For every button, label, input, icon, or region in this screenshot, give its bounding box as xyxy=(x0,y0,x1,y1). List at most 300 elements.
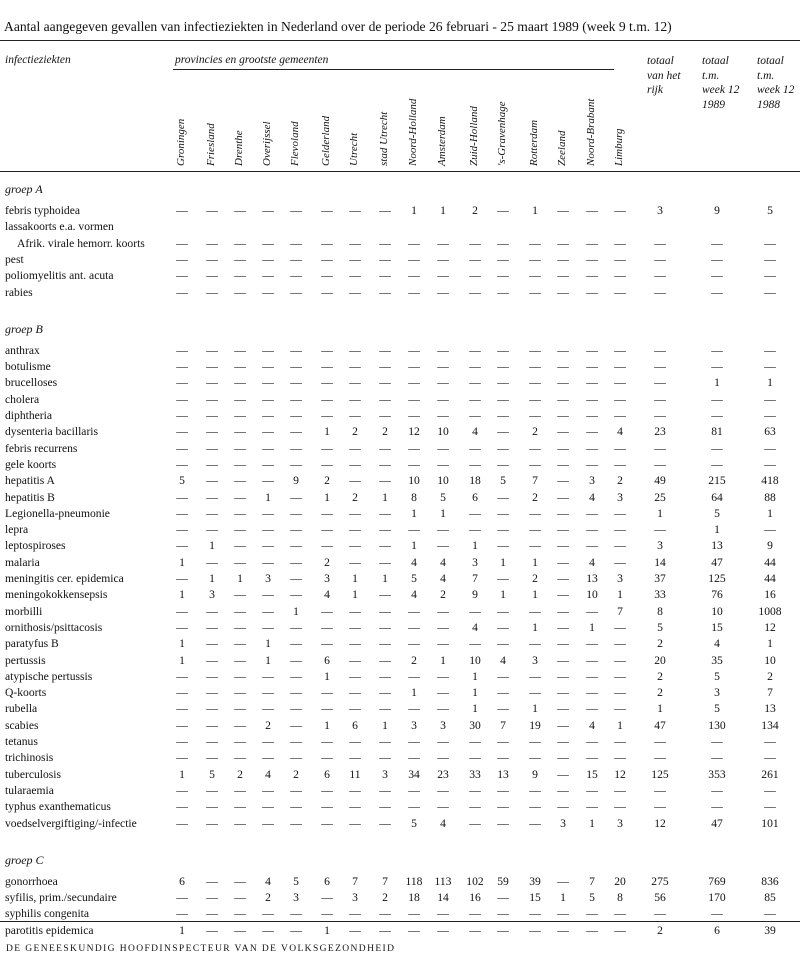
table-cell: — xyxy=(614,702,626,716)
table-cell: — xyxy=(529,457,541,471)
table-cell: — xyxy=(497,539,509,553)
table-cell: — xyxy=(764,783,776,797)
table-cell: 1 xyxy=(324,425,330,439)
total-header-line: t.m. xyxy=(702,69,720,82)
table-cell: — xyxy=(349,285,361,299)
table-cell: 1 xyxy=(382,718,388,732)
table-cell: 5 xyxy=(440,490,446,504)
row-label: febris recurrens xyxy=(5,441,78,455)
table-cell: 1 xyxy=(411,539,417,553)
table-cell: 2 xyxy=(265,891,271,905)
table-cell: — xyxy=(234,409,246,422)
table-cell: — xyxy=(586,343,598,357)
table-cell: — xyxy=(437,637,449,651)
table-cell: 2 xyxy=(411,653,417,667)
table-cell: 76 xyxy=(711,588,723,602)
table-cell: — xyxy=(586,204,598,217)
table-cell: — xyxy=(290,376,302,390)
table-cell: — xyxy=(290,735,302,748)
table-cell: — xyxy=(262,620,274,634)
table-cell: — xyxy=(529,252,541,266)
table-cell: 769 xyxy=(708,874,726,888)
table-cell: — xyxy=(206,269,218,283)
table-cell: 1 xyxy=(265,653,271,667)
table-cell: — xyxy=(586,441,598,455)
total-header-1988 xyxy=(757,54,794,112)
table-cell: — xyxy=(654,907,666,921)
table-cell: — xyxy=(349,457,361,471)
table-cell: — xyxy=(379,907,391,921)
table-cell: — xyxy=(437,702,449,716)
table-cell: — xyxy=(557,506,569,520)
table-cell: — xyxy=(234,816,246,830)
table-cell: 1 xyxy=(500,555,506,569)
table-cell: — xyxy=(497,735,509,748)
table-cell: — xyxy=(557,735,569,748)
table-cell: 33 xyxy=(654,588,666,602)
table-cell: — xyxy=(234,686,246,700)
table-cell: 18 xyxy=(469,474,481,488)
table-cell: — xyxy=(586,907,598,921)
table-cell: 3 xyxy=(411,718,417,732)
table-cell: 18 xyxy=(408,891,420,905)
table-cell: 2 xyxy=(532,490,538,504)
table-cell: — xyxy=(379,409,391,422)
table-cell: — xyxy=(321,751,333,765)
table-cell: — xyxy=(234,285,246,299)
column-header-label: Rotterdam xyxy=(528,119,540,166)
table-cell: — xyxy=(349,604,361,618)
table-cell: — xyxy=(408,285,420,299)
table-cell: — xyxy=(557,474,569,488)
table-cell: 2 xyxy=(617,474,623,488)
table-cell: — xyxy=(469,604,481,618)
table-cell: — xyxy=(206,653,218,667)
total-header-line: week 12 xyxy=(757,84,795,96)
table-cell: — xyxy=(290,285,302,299)
table-cell: — xyxy=(586,409,598,422)
table-cell: 3 xyxy=(382,767,388,781)
table-cell: — xyxy=(469,457,481,471)
table-cell: 1 xyxy=(293,604,299,618)
table-cell: 3 xyxy=(324,572,330,585)
table-cell: 4 xyxy=(589,555,595,569)
table-cell: — xyxy=(206,474,218,488)
table-cell: — xyxy=(614,735,626,748)
column-header-label: Noord-Holland xyxy=(407,98,419,166)
table-cell: — xyxy=(614,269,626,283)
table-cell: 3 xyxy=(472,555,478,569)
table-cell: — xyxy=(349,555,361,569)
table-cell: — xyxy=(234,923,246,937)
row-label: Legionella-pneumonie xyxy=(5,506,110,520)
table-cell: — xyxy=(529,285,541,299)
table-cell: — xyxy=(497,702,509,716)
row-label: pest xyxy=(5,252,24,266)
table-cell: 3 xyxy=(560,816,566,830)
table-cell: 1 xyxy=(657,702,663,716)
table-cell: 1 xyxy=(440,204,446,217)
table-cell: — xyxy=(586,269,598,283)
table-cell: — xyxy=(234,891,246,905)
table-cell: — xyxy=(529,506,541,520)
table-cell: 6 xyxy=(324,874,330,888)
table-cell: 15 xyxy=(711,620,723,634)
table-cell: — xyxy=(349,539,361,553)
table-cell: — xyxy=(262,907,274,921)
table-cell: — xyxy=(586,653,598,667)
table-cell: — xyxy=(206,441,218,455)
table-cell: — xyxy=(379,735,391,748)
table-cell: — xyxy=(262,539,274,553)
table-cell: — xyxy=(206,425,218,439)
table-cell: — xyxy=(614,923,626,937)
table-cell: — xyxy=(176,457,188,471)
table-cell: — xyxy=(206,285,218,299)
row-label: ornithosis/psittacosis xyxy=(5,620,103,634)
column-header-label: stad Utrecht xyxy=(378,111,390,166)
table-cell: — xyxy=(529,236,541,250)
table-cell: 9 xyxy=(767,539,773,553)
table-cell: 1 xyxy=(532,204,538,217)
table-cell: — xyxy=(469,392,481,406)
table-cell: — xyxy=(557,800,569,814)
table-cell: — xyxy=(764,441,776,455)
table-cell: — xyxy=(408,457,420,471)
table-cell: — xyxy=(379,285,391,299)
table-cell: 113 xyxy=(434,874,452,888)
table-cell: — xyxy=(497,907,509,921)
table-cell: 33 xyxy=(469,767,481,781)
table-cell: — xyxy=(290,800,302,814)
table-cell: — xyxy=(262,376,274,390)
table-cell: — xyxy=(234,236,246,250)
table-cell: 6 xyxy=(324,767,330,781)
row-label: tularaemia xyxy=(5,783,54,797)
table-cell: — xyxy=(290,392,302,406)
table-cell: 3 xyxy=(440,718,446,732)
table-cell: — xyxy=(437,360,449,374)
table-cell: 12 xyxy=(654,816,666,830)
table-cell: — xyxy=(234,783,246,797)
table-cell: — xyxy=(469,376,481,390)
table-cell: — xyxy=(469,923,481,937)
table-cell: 1 xyxy=(589,620,595,634)
table-cell: — xyxy=(176,490,188,504)
table-cell: — xyxy=(262,735,274,748)
table-cell: — xyxy=(321,637,333,651)
table-cell: 2 xyxy=(324,555,330,569)
table-cell: 2 xyxy=(293,767,299,781)
table-cell: — xyxy=(262,360,274,374)
table-cell: — xyxy=(349,669,361,683)
table-cell: — xyxy=(408,376,420,390)
table-cell: — xyxy=(176,204,188,217)
table-cell: — xyxy=(408,735,420,748)
table-cell: — xyxy=(379,653,391,667)
table-cell: 5 xyxy=(767,204,773,217)
table-cell: 56 xyxy=(654,891,666,905)
row-label: dysenteria bacillaris xyxy=(5,425,99,439)
table-cell: — xyxy=(437,457,449,471)
table-cell: — xyxy=(349,252,361,266)
table-cell: — xyxy=(176,523,188,537)
table-cell: 10 xyxy=(408,474,420,488)
table-cell: — xyxy=(437,751,449,765)
table-cell: 3 xyxy=(589,474,595,488)
table-cell: 3 xyxy=(714,686,720,700)
table-cell: — xyxy=(321,604,333,618)
table-cell: 2 xyxy=(657,923,663,937)
table-cell: — xyxy=(614,539,626,553)
table-cell: — xyxy=(497,376,509,390)
row-label: voedselvergiftiging/-infectie xyxy=(5,816,137,830)
table-cell: 35 xyxy=(711,653,723,667)
table-cell: — xyxy=(557,572,569,585)
table-cell: 7 xyxy=(352,874,358,888)
table-cell: — xyxy=(176,718,188,732)
total-header-line: 1988 xyxy=(757,98,780,111)
table-cell: 275 xyxy=(651,874,669,888)
table-cell: 1 xyxy=(500,588,506,602)
table-cell: — xyxy=(379,588,391,602)
table-cell: — xyxy=(614,252,626,266)
table-cell: — xyxy=(437,523,449,537)
table-cell: 4 xyxy=(714,637,720,651)
table-cell: — xyxy=(654,441,666,455)
table-cell: — xyxy=(408,800,420,814)
table-cell: 1 xyxy=(617,588,623,602)
table-cell: 2 xyxy=(440,588,446,602)
table-cell: — xyxy=(529,669,541,683)
table-cell: — xyxy=(437,285,449,299)
table-cell: 1 xyxy=(209,539,215,553)
row-label: lassakoorts e.a. vormen xyxy=(5,220,114,234)
column-header-label: Friesland xyxy=(205,123,217,166)
table-cell: — xyxy=(557,555,569,569)
table-cell: — xyxy=(290,441,302,455)
table-cell: — xyxy=(206,392,218,406)
table-cell: — xyxy=(614,523,626,537)
table-cell: — xyxy=(437,409,449,422)
table-cell: 261 xyxy=(761,767,779,781)
table-cell: — xyxy=(469,637,481,651)
table-cell: 1 xyxy=(179,555,185,569)
table-cell: 13 xyxy=(497,767,509,781)
table-cell: — xyxy=(437,735,449,748)
table-cell: 4 xyxy=(472,620,478,634)
table-cell: 10 xyxy=(764,653,776,667)
table-cell: — xyxy=(379,376,391,390)
table-cell: — xyxy=(206,490,218,504)
table-cell: — xyxy=(206,669,218,683)
table-cell: — xyxy=(234,343,246,357)
table-cell: 1 xyxy=(179,923,185,937)
table-cell: — xyxy=(557,923,569,937)
table-cell: — xyxy=(497,523,509,537)
table-cell: — xyxy=(437,441,449,455)
table-cell: — xyxy=(497,891,509,905)
table-cell: — xyxy=(614,686,626,700)
table-cell: 102 xyxy=(466,874,484,888)
table-cell: 7 xyxy=(382,874,388,888)
table-cell: — xyxy=(206,702,218,716)
table-cell: 1 xyxy=(767,506,773,520)
row-label: Afrik. virale hemorr. koorts xyxy=(17,236,145,250)
table-cell: — xyxy=(557,490,569,504)
table-cell: — xyxy=(764,392,776,406)
table-cell: — xyxy=(262,457,274,471)
table-cell: — xyxy=(349,800,361,814)
table-cell: 1 xyxy=(265,490,271,504)
table-cell: — xyxy=(529,783,541,797)
table-cell: — xyxy=(469,783,481,797)
table-cell: — xyxy=(379,392,391,406)
table-cell: 1 xyxy=(714,523,720,537)
table-cell: 4 xyxy=(411,588,417,602)
table-cell: — xyxy=(586,923,598,937)
table-cell: — xyxy=(262,555,274,569)
table-cell: 7 xyxy=(472,572,478,585)
table-cell: 63 xyxy=(764,425,776,439)
table-cell: — xyxy=(437,252,449,266)
table-cell: — xyxy=(206,523,218,537)
table-cell: 1 xyxy=(472,702,478,716)
table-cell: 16 xyxy=(764,588,776,602)
table-cell: — xyxy=(557,392,569,406)
row-label: typhus exanthematicus xyxy=(5,800,111,814)
table-cell: — xyxy=(176,816,188,830)
table-cell: — xyxy=(206,343,218,357)
table-cell: — xyxy=(614,409,626,422)
table-cell: — xyxy=(469,441,481,455)
table-cell: — xyxy=(349,783,361,797)
table-cell: — xyxy=(497,686,509,700)
row-label: tetanus xyxy=(5,735,38,748)
table-cell: — xyxy=(469,800,481,814)
table-cell: — xyxy=(349,653,361,667)
provinces-underline xyxy=(173,69,614,70)
table-cell: — xyxy=(206,360,218,374)
column-header-label: Groningen xyxy=(175,118,187,166)
table-cell: 4 xyxy=(440,555,446,569)
table-cell: — xyxy=(764,800,776,814)
table-cell: — xyxy=(290,457,302,471)
table-cell: — xyxy=(408,236,420,250)
table-cell: 4 xyxy=(411,555,417,569)
table-cell: — xyxy=(262,392,274,406)
table-cell: — xyxy=(262,800,274,814)
table-cell: — xyxy=(321,686,333,700)
provinces-header: provincies en grootste gemeenten xyxy=(175,54,329,66)
table-cell: — xyxy=(586,800,598,814)
table-cell: — xyxy=(176,539,188,553)
table-cell: — xyxy=(497,816,509,830)
row-label: scabies xyxy=(5,718,39,732)
table-cell: 5 xyxy=(293,874,299,888)
table-cell: — xyxy=(379,204,391,217)
table-cell: — xyxy=(262,285,274,299)
table-cell: 2 xyxy=(532,572,538,585)
table-cell: — xyxy=(176,252,188,266)
table-cell: 2 xyxy=(657,637,663,651)
table-cell: — xyxy=(321,907,333,921)
table-cell: — xyxy=(497,425,509,439)
total-header-line: van het xyxy=(647,69,681,82)
table-cell: 4 xyxy=(440,572,446,585)
table-cell: 5 xyxy=(589,891,595,905)
table-cell: — xyxy=(654,523,666,537)
table-cell: — xyxy=(290,425,302,439)
table-cell: — xyxy=(557,874,569,888)
table-cell: — xyxy=(176,392,188,406)
table-cell: — xyxy=(764,735,776,748)
row-label: pertussis xyxy=(5,653,46,667)
table-cell: 2 xyxy=(532,425,538,439)
table-cell: 81 xyxy=(711,425,723,439)
table-cell: — xyxy=(262,506,274,520)
table-cell: 23 xyxy=(654,425,666,439)
footer-signature: DE GENEESKUNDIG HOOFDINSPECTEUR VAN DE VOLKSGEZONDHEID xyxy=(6,944,396,954)
table-cell: 215 xyxy=(708,474,726,488)
table-cell: — xyxy=(497,751,509,765)
row-label: hepatitis A xyxy=(5,474,55,488)
table-cell: — xyxy=(614,800,626,814)
rule-header xyxy=(0,171,800,172)
table-cell: — xyxy=(529,269,541,283)
table-cell: — xyxy=(469,907,481,921)
table-cell: — xyxy=(262,816,274,830)
row-label: tuberculosis xyxy=(5,767,62,781)
row-label: rabies xyxy=(5,285,33,299)
table-cell: 1 xyxy=(657,506,663,520)
table-cell: — xyxy=(290,751,302,765)
table-cell: — xyxy=(614,555,626,569)
table-cell: 118 xyxy=(405,874,423,888)
table-cell: — xyxy=(176,751,188,765)
table-cell: 64 xyxy=(711,490,723,504)
table-cell: 1 xyxy=(237,572,243,585)
table-cell: — xyxy=(379,252,391,266)
table-cell: — xyxy=(176,907,188,921)
table-cell: — xyxy=(206,751,218,765)
table-cell: 2 xyxy=(657,686,663,700)
table-cell: 101 xyxy=(761,816,779,830)
table-cell: — xyxy=(379,816,391,830)
table-cell: — xyxy=(321,457,333,471)
table-cell: — xyxy=(262,686,274,700)
table-cell: — xyxy=(379,523,391,537)
row-label: brucelloses xyxy=(5,376,58,390)
total-header-line: totaal xyxy=(702,55,729,67)
table-cell: — xyxy=(234,751,246,765)
table-cell: — xyxy=(586,604,598,618)
table-cell: — xyxy=(497,204,509,217)
table-cell: — xyxy=(206,783,218,797)
table-cell: — xyxy=(176,669,188,683)
table-cell: 1 xyxy=(532,702,538,716)
table-cell: 4 xyxy=(265,874,271,888)
table-cell: — xyxy=(176,506,188,520)
table-cell: — xyxy=(557,441,569,455)
table-cell: — xyxy=(349,702,361,716)
table-cell: 1 xyxy=(472,669,478,683)
table-cell: — xyxy=(290,269,302,283)
table-cell: — xyxy=(654,409,666,422)
table-cell: — xyxy=(437,620,449,634)
table-cell: — xyxy=(290,637,302,651)
table-cell: 2 xyxy=(324,474,330,488)
